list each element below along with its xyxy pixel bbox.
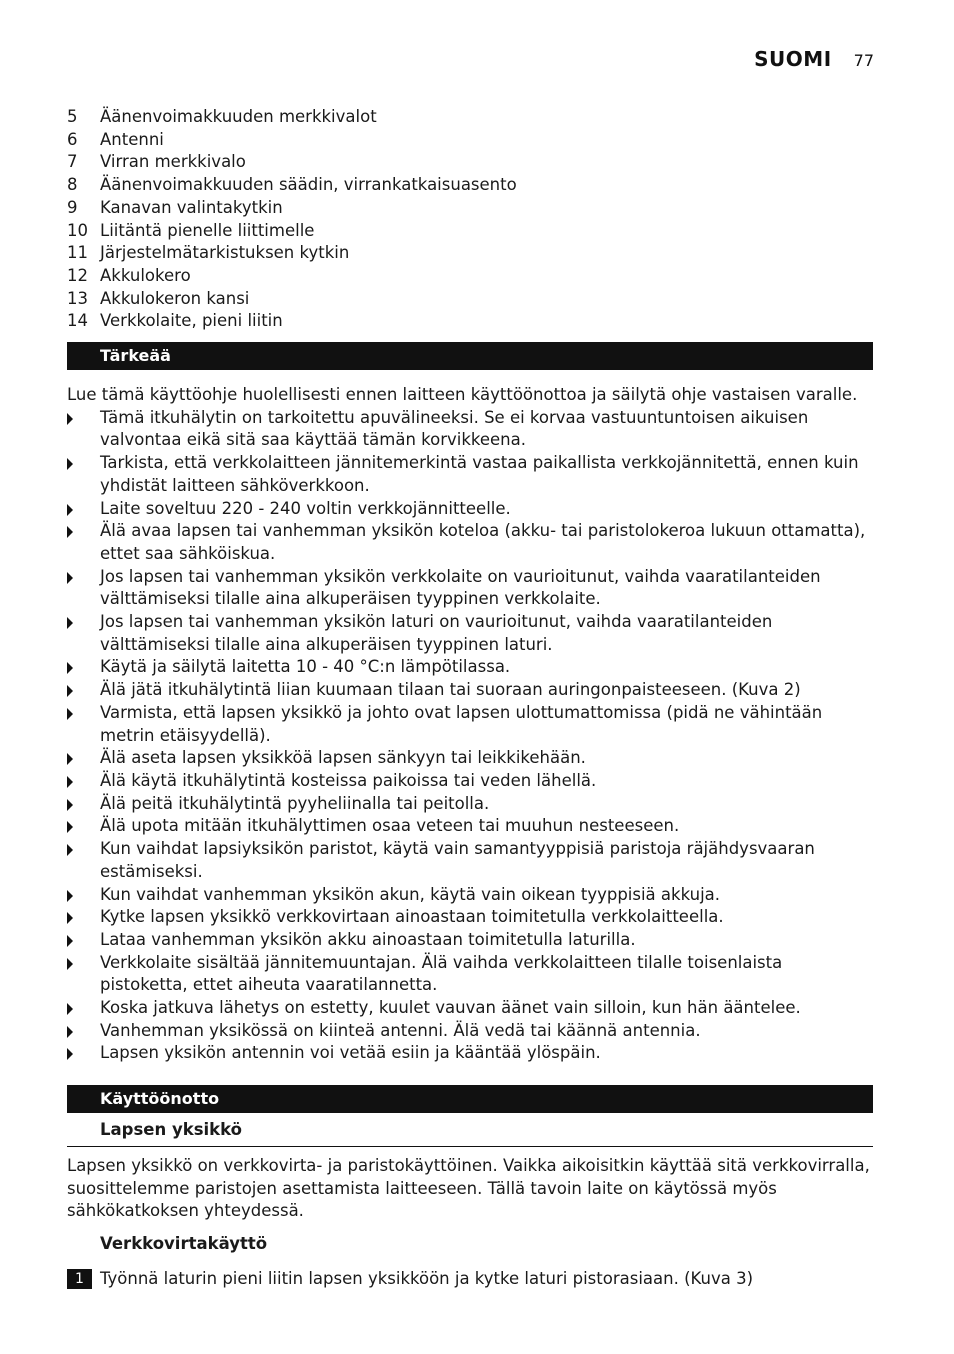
subheading-mains-power: Verkkovirtakäyttö [100, 1233, 268, 1253]
safety-bullet-list [67, 407, 873, 1065]
list-item: 5 Äänenvoimakkuuden merkkivalot [67, 107, 377, 126]
bullet-icon [67, 952, 100, 997]
list-item: 10 Liitäntä pienelle liittimelle [67, 220, 315, 240]
bullet-icon [67, 679, 100, 702]
intro-text: Lue tämä käyttöohje huolellisesti ennen laitteen käyttöönottoa ja säilytä ohje vastaisen varalle. [67, 385, 858, 405]
page-number: 77 [853, 51, 874, 70]
bullet-icon [67, 906, 100, 929]
list-item: Verkkolaite sisältää jännitemuuntajan. Älä vaihda verkkolaitteen tilalle toisenlaista pistoketta, ettet aiheuta vaaratilannetta. [67, 952, 873, 997]
bullet-icon [67, 566, 100, 611]
bullet-icon [67, 793, 100, 816]
list-item: Kun vaihdat lapsiyksikön paristot, käytä vain samantyyppisiä paristoja räjähdysvaaran estämiseksi. [67, 838, 873, 883]
list-item: Tämä itkuhälytin on tarkoitettu apuvälineeksi. Se ei korvaa vastuuntuntoisen aikuisen valvontaa eikä sitä saa käyttää tämän korvikkeena. [67, 407, 873, 452]
bullet-icon [67, 747, 100, 770]
list-item: 7 Virran merkkivalo [67, 152, 246, 172]
list-item: Vanhemman yksikössä on kiinteä antenni. Älä vedä tai käännä antennia. [67, 1020, 873, 1043]
section-heading-setup: Käyttöönotto [67, 1085, 873, 1113]
list-item: Jos lapsen tai vanhemman yksikön verkkolaite on vaurioitunut, vaihda vaaratilanteiden välttämiseksi tilalle aina alkuperäisen tyyppinen verkkolaite. [67, 566, 873, 611]
page-content [67, 106, 873, 1290]
bullet-icon [67, 452, 100, 497]
subheading-baby-unit: Lapsen yksikkö [67, 1119, 873, 1147]
bullet-icon [67, 1020, 100, 1043]
list-item: Varmista, että lapsen yksikkö ja johto ovat lapsen ulottumattomissa (pidä ne vähintään metrin etäisyydellä). [67, 702, 873, 747]
list-item: 8 Äänenvoimakkuuden säädin, virrankatkaisuasento [67, 175, 517, 195]
setup-paragraph: Lapsen yksikkö on verkkovirta- ja paristokäyttöinen. Vaikka aikoisitkin käyttää sitä verkkovirralla, suosittelemme paristojen asettamista laitteeseen. Tällä tavoin laite on käytössä myös sähkökatkoksen yhteydessä. [67, 1155, 870, 1221]
bullet-icon [67, 929, 100, 952]
bullet-icon [67, 838, 100, 883]
list-item: 14 Verkkolaite, pieni liitin [67, 311, 283, 331]
bullet-icon [67, 702, 100, 747]
step-item [67, 1268, 873, 1291]
bullet-icon [67, 770, 100, 793]
step-number-badge: 1 [67, 1269, 92, 1289]
bullet-icon [67, 997, 100, 1020]
list-item: 6 Antenni [67, 129, 164, 149]
bullet-icon [67, 611, 100, 656]
bullet-icon [67, 656, 100, 679]
list-item: 12 Akkulokero [67, 265, 191, 285]
list-item: Lataa vanhemman yksikön akku ainoastaan toimitetulla laturilla. [67, 929, 873, 952]
list-item: Älä upota mitään itkuhälyttimen osaa veteen tai muuhun nesteeseen. [67, 815, 873, 838]
list-item: Älä jätä itkuhälytintä liian kuumaan tilaan tai suoraan auringonpaisteeseen. (Kuva 2) [67, 679, 873, 702]
list-item: 13 Akkulokeron kansi [67, 288, 250, 308]
list-item: Älä avaa lapsen tai vanhemman yksikön koteloa (akku- tai paristolokeroa lukuun ottamatta), ettet saa sähköiskua. [67, 520, 873, 565]
bullet-icon [67, 407, 100, 452]
list-item: Jos lapsen tai vanhemman yksikön laturi on vaurioitunut, vaihda vaaratilanteiden välttämiseksi tilalle aina alkuperäisen tyyppinen laturi. [67, 611, 873, 656]
list-item: Älä aseta lapsen yksikköä lapsen sänkyyn tai leikkikehään. [67, 747, 873, 770]
list-item: Älä peitä itkuhälytintä pyyheliinalla tai peitolla. [67, 793, 873, 816]
bullet-icon [67, 1042, 100, 1065]
parts-list [67, 106, 873, 333]
list-item: Koska jatkuva lähetys on estetty, kuulet vauvan äänet vain silloin, kun hän ääntelee. [67, 997, 873, 1020]
list-item: Älä käytä itkuhälytintä kosteissa paikoissa tai veden lähellä. [67, 770, 873, 793]
bullet-icon [67, 815, 100, 838]
list-item: Lapsen yksikön antennin voi vetää esiin ja kääntää ylöspäin. [67, 1042, 873, 1065]
step-text: Työnnä laturin pieni liitin lapsen yksikköön ja kytke laturi pistorasiaan. (Kuva 3) [100, 1268, 754, 1288]
list-item: Kun vaihdat vanhemman yksikön akun, käytä vain oikean tyyppisiä akkuja. [67, 884, 873, 907]
bullet-icon [67, 884, 100, 907]
language-label: SUOMI [754, 47, 832, 71]
list-item: Käytä ja säilytä laitetta 10 - 40 °C:n lämpötilassa. [67, 656, 873, 679]
list-item: Kytke lapsen yksikkö verkkovirtaan ainoastaan toimitetulla verkkolaitteella. [67, 906, 873, 929]
section-heading-important: Tärkeää [67, 342, 873, 370]
bullet-icon [67, 498, 100, 521]
list-item: Laite soveltuu 220 - 240 voltin verkkojännitteelle. [67, 498, 873, 521]
bullet-icon [67, 520, 100, 565]
page-header [754, 47, 874, 71]
list-item: 9 Kanavan valintakytkin [67, 197, 283, 217]
list-item: Tarkista, että verkkolaitteen jännitemerkintä vastaa paikallista verkkojännitettä, ennen kuin yhdistät laitteen sähköverkkoon. [67, 452, 873, 497]
list-item: 11 Järjestelmätarkistuksen kytkin [67, 243, 350, 263]
